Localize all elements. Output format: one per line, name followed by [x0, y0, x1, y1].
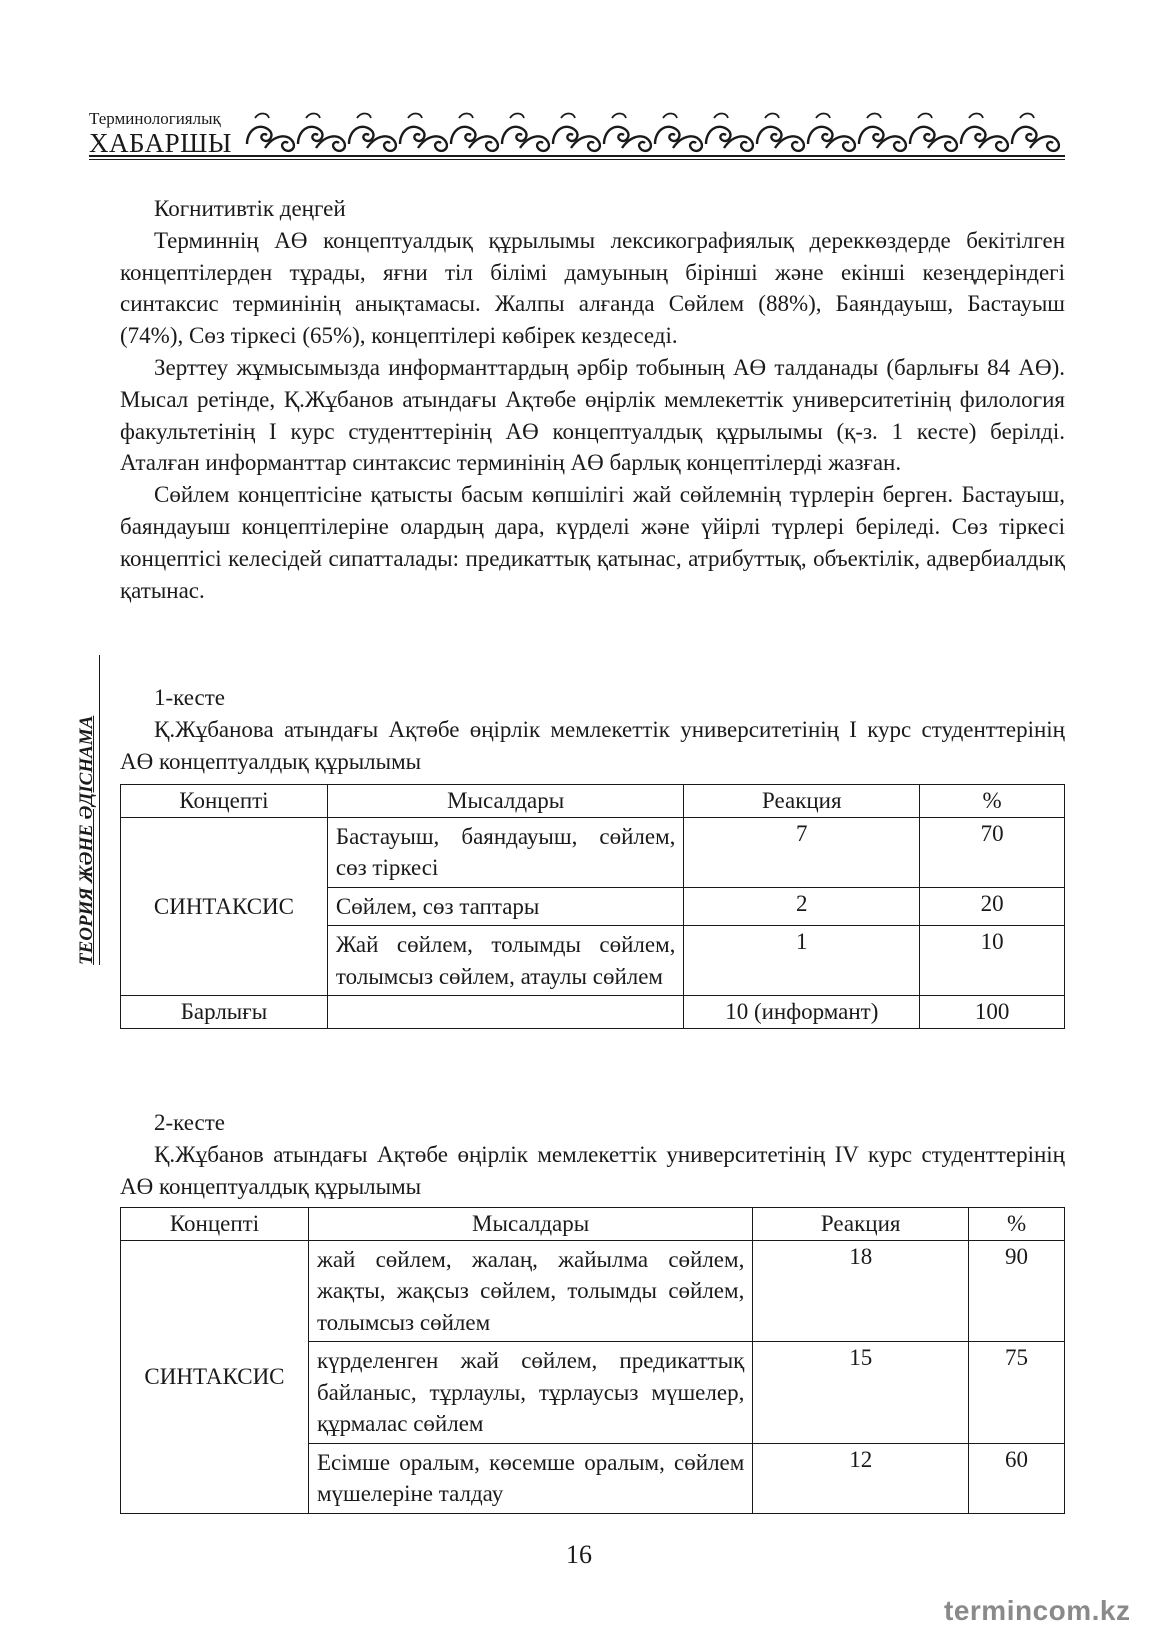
percent-cell: 90 [969, 1240, 1065, 1342]
paragraph-3: Сөйлем концептісіне қатысты басым көпшілігі жай сөйлемнің түрлерін берген. Бастауыш, баяндауыш концептілеріне олардың дара, күрделі және үйірлі түрлері беріледі. Сөз тіркесі концептісі келесідей сипатталады: предикаттық қатынас, атрибуттық, объектілік, адвербиалдық қатынас. [120, 482, 1065, 603]
side-section-label: ТЕОРИЯ ЖӘНЕ ӘДІСНАМА [76, 715, 97, 965]
example-cell: жай сөйлем, жалаң, жайылма сөйлем, жақты, жақсыз сөйлем, толымды сөйлем, толымсыз сөйлем [308, 1240, 752, 1342]
header-rule-thin [89, 159, 1065, 160]
table-header-row [121, 785, 1065, 818]
col-header: Концепті [121, 1208, 309, 1241]
empty-cell [327, 996, 684, 1029]
side-rule [99, 655, 100, 965]
page-number: 16 [566, 1540, 592, 1569]
total-label-cell: Барлығы [121, 996, 328, 1029]
table2 [120, 1207, 1065, 1514]
journal-title: ХАБАРШЫ [89, 128, 232, 158]
col-header: Мысалдары [327, 785, 684, 818]
body-text [120, 193, 1065, 606]
total-reaction-cell: 10 (информант) [684, 996, 920, 1029]
reaction-cell: 12 [753, 1443, 969, 1513]
col-header: Мысалдары [308, 1208, 752, 1241]
example-cell: Бастауыш, баяндауыш, сөйлем, сөз тіркесі [327, 817, 684, 887]
col-header: Концепті [121, 785, 328, 818]
col-header: Реакция [753, 1208, 969, 1241]
reaction-cell: 7 [684, 817, 920, 887]
concept-cell: СИНТАКСИС [121, 1240, 309, 1513]
example-cell: күрделенген жай сөйлем, предикаттық байланыс, тұрлаулы, тұрлаусыз мүшелер, құрмалас сөйлем [308, 1342, 752, 1444]
ornament-border [243, 108, 1065, 158]
example-cell: Сөйлем, сөз таптары [327, 887, 684, 926]
table1-caption-block [120, 682, 1065, 777]
reaction-cell: 1 [684, 926, 920, 996]
table1-label: 1-кесте [154, 685, 226, 710]
col-header: % [969, 1208, 1065, 1241]
percent-cell: 60 [969, 1443, 1065, 1513]
section-title: Когнитивтік деңгей [154, 196, 346, 221]
percent-cell: 75 [969, 1342, 1065, 1444]
table-row [121, 817, 1065, 887]
paragraph-1: Терминнің АӨ концептуалдық құрылымы лексикографиялық дереккөздерде бекітілген концептілерден тұрады, яғни тіл білімі дамуының бірінші және екінші кезеңдеріндегі синтаксис терминінің анықтамасы. Жалпы алғанда Сөйлем (88%), Баяндауыш, Бастауыш (74%), Сөз тіркесі (65%), концептілері көбірек кездеседі. [120, 227, 1065, 349]
example-cell: Есімше оралым, көсемше оралым, сөйлем мүшелеріне талдау [308, 1443, 752, 1513]
header-rule [89, 155, 1065, 157]
col-header: Реакция [684, 785, 920, 818]
concept-cell: СИНТАКСИС [121, 817, 328, 996]
table-row [121, 1240, 1065, 1342]
reaction-cell: 2 [684, 887, 920, 926]
percent-cell: 70 [920, 817, 1065, 887]
table-total-row [121, 996, 1065, 1029]
site-watermark: termincom.kz [944, 1595, 1131, 1626]
table2-caption: Қ.Жұбанов атындағы Ақтөбе өңірлік мемлекеттік университетінің IV курс студенттерінің АӨ концептуалдық құрылымы [120, 1141, 1065, 1199]
table2-label: 2-кесте [154, 1110, 226, 1135]
percent-cell: 10 [920, 926, 1065, 996]
total-percent-cell: 100 [920, 996, 1065, 1029]
percent-cell: 20 [920, 887, 1065, 926]
table1-caption: Қ.Жұбанова атындағы Ақтөбе өңірлік мемлекеттік университетінің I курс студенттерінің АӨ концептуалдық құрылымы [120, 716, 1065, 774]
col-header: % [920, 785, 1065, 818]
table1 [120, 784, 1065, 1029]
table2-caption-block [120, 1107, 1065, 1202]
reaction-cell: 18 [753, 1240, 969, 1342]
paragraph-2: Зерттеу жұмысымызда информанттардың әрбір тобының АӨ талданады (барлығы 84 АӨ). Мысал ретінде, Қ.Жұбанов атындағы Ақтөбе өңірлік мемлекеттік университетінің филология факультетінің I курс студенттерінің АӨ концептуалдық құрылымы (қ-з. 1 кесте) берілді. Аталған информанттар синтаксис терминінің АӨ барлық концептілерді жазған. [120, 354, 1065, 476]
reaction-cell: 15 [753, 1342, 969, 1444]
journal-subtitle: Терминологиялық [89, 109, 221, 128]
example-cell: Жай сөйлем, толымды сөйлем, толымсыз сөйлем, атаулы сөйлем [327, 926, 684, 996]
table-header-row [121, 1208, 1065, 1241]
